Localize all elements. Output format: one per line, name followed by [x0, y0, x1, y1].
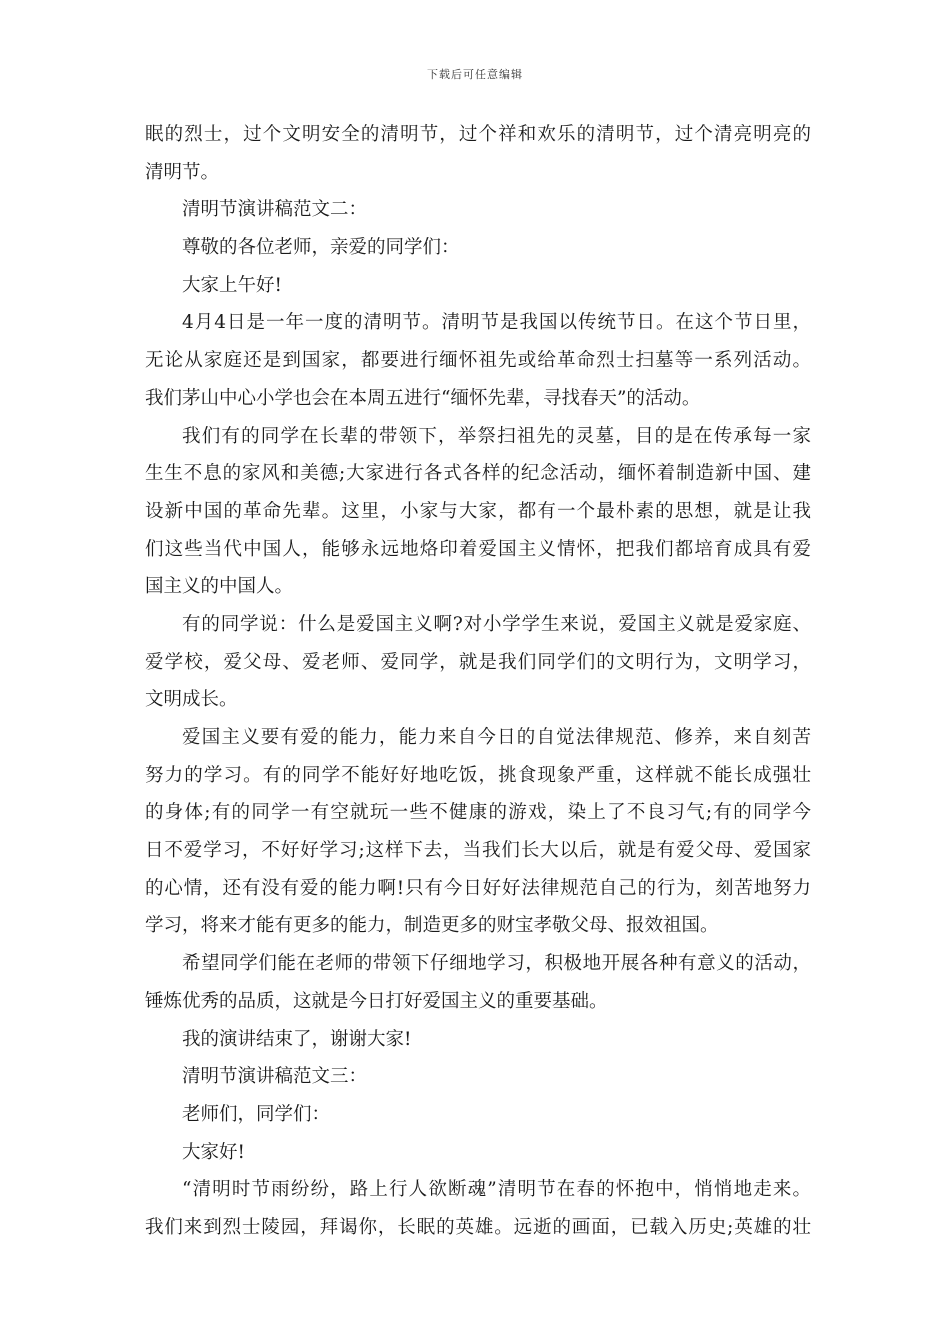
text-line: 努力的学习。有的同学不能好好地吃饭，挑食现象严重，这样就不能长成强壮: [145, 764, 811, 786]
text-line: 眠的烈士，过个文明安全的清明节，过个祥和欢乐的清明节，过个清亮明亮的: [145, 124, 811, 145]
text-line: 尊敬的各位老师，亲爱的同学们：: [182, 237, 460, 259]
text-line: 国主义的中国人。: [145, 576, 294, 598]
text-line: 清明节演讲稿范文二：: [182, 199, 368, 221]
text-line: 我的演讲结束了，谢谢大家!: [182, 1028, 412, 1050]
text-line: 4月4日是一年一度的清明节。清明节是我国以传统节日。在这个节日里，: [182, 312, 811, 334]
text-line: 有的同学说：什么是爱国主义啊?对小学学生来说，爱国主义就是爱家庭、: [182, 613, 811, 635]
text-line: 大家好!: [182, 1141, 245, 1163]
text-line: 清明节。: [145, 161, 220, 183]
text-line: 无论从家庭还是到国家，都要进行缅怀祖先或给革命烈士扫墓等一系列活动。: [145, 350, 811, 372]
text-line: 锤炼优秀的品质，这就是今日打好爱国主义的重要基础。: [145, 990, 608, 1012]
text-line: “清明时节雨纷纷，路上行人欲断魂”清明节在春的怀抱中，悄悄地走来。: [182, 1179, 811, 1201]
text-line: 文明成长。: [145, 689, 238, 711]
text-line: 希望同学们能在老师的带领下仔细地学习，积极地开展各种有意义的活动，: [182, 953, 811, 975]
text-line: 爱学校，爱父母、爱老师、爱同学，就是我们同学们的文明行为，文明学习，: [145, 651, 811, 673]
text-line: 生生不息的家风和美德;大家进行各式各样的纪念活动，缅怀着制造新中国、建: [145, 463, 811, 485]
text-line: 爱国主义要有爱的能力，能力来自今日的自觉法律规范、修养，来自刻苦: [182, 727, 811, 748]
text-line: 我们来到烈士陵园，拜谒你，长眠的英雄。远逝的画面，已载入历史;英雄的壮: [145, 1216, 811, 1238]
text-line: 的身体;有的同学一有空就玩一些不健康的游戏，染上了不良习气;有的同学今: [145, 802, 811, 824]
text-line: 清明节演讲稿范文三：: [182, 1066, 368, 1088]
text-line: 的心情，还有没有爱的能力啊!只有今日好好法律规范自己的行为，刻苦地努力: [145, 877, 811, 899]
text-line: 们这些当代中国人，能够永远地烙印着爱国主义情怀，把我们都培育成具有爱: [145, 538, 811, 560]
document-body: [145, 116, 811, 1247]
text-line: 日不爱学习，不好好学习;这样下去，当我们长大以后，就是有爱父母、爱国家: [145, 840, 811, 862]
text-line: 老师们，同学们：: [182, 1103, 331, 1125]
text-line: 我们茅山中心小学也会在本周五进行“缅怀先辈，寻找春天”的活动。: [145, 387, 701, 409]
text-line: 设新中国的革命先辈。这里，小家与大家，都有一个最朴素的思想，就是让我: [145, 500, 811, 522]
page-header: 下载后可任意编辑: [427, 68, 523, 81]
text-line: 大家上午好!: [182, 274, 282, 296]
text-line: 学习，将来才能有更多的能力，制造更多的财宝孝敬父母、报效祖国。: [145, 915, 719, 937]
text-line: 我们有的同学在长辈的带领下，举祭扫祖先的灵墓，目的是在传承每一家: [182, 425, 811, 447]
